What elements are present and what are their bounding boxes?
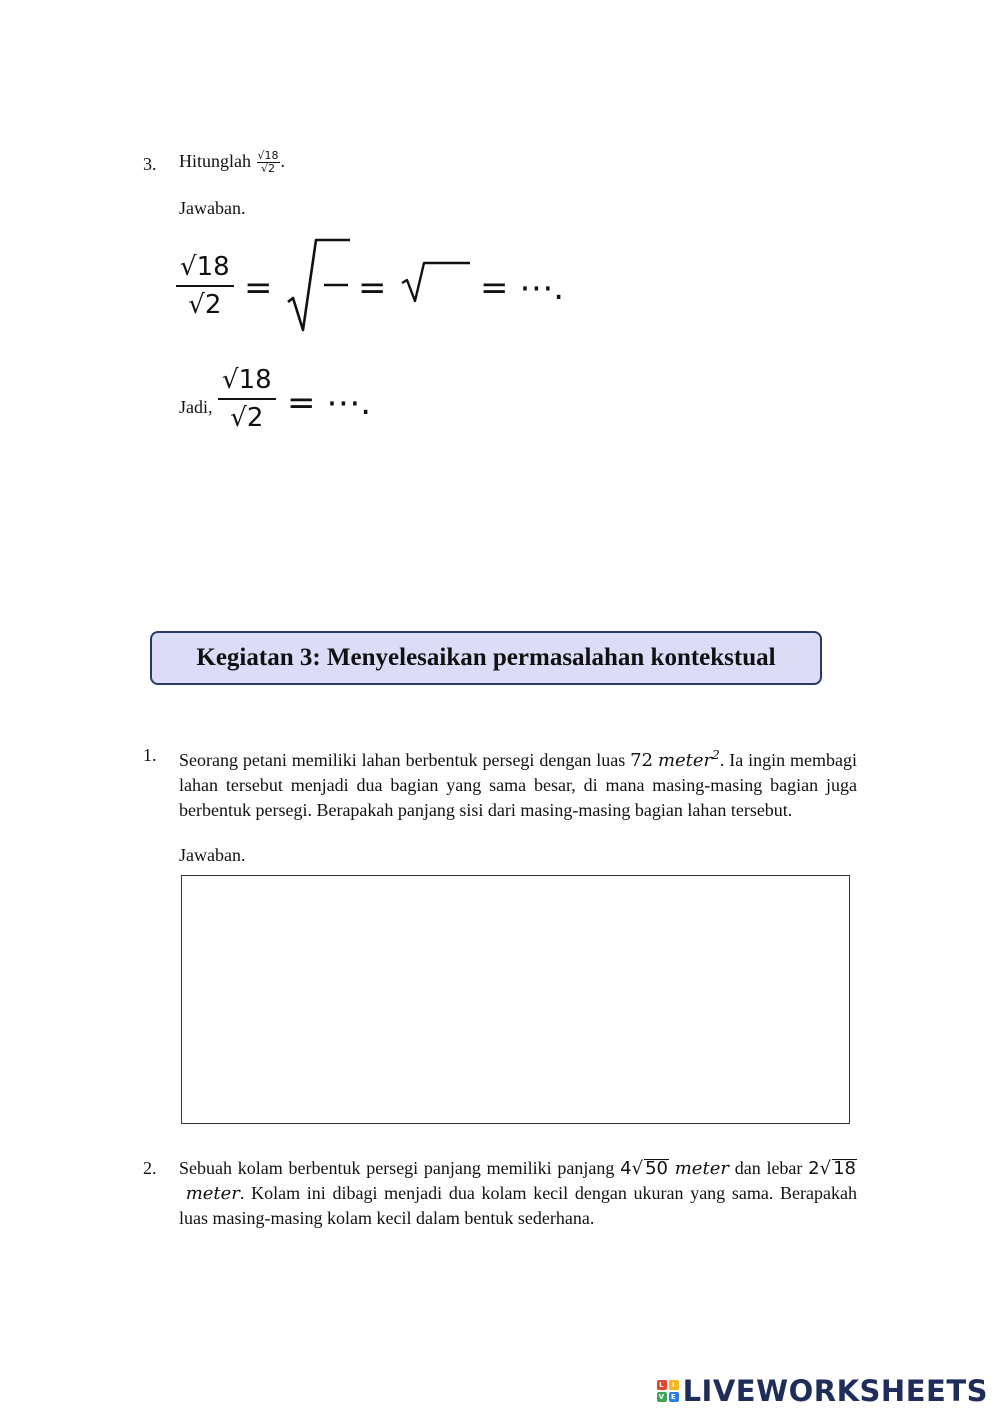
- logo-mark-letter: V: [657, 1392, 667, 1402]
- width-radicand: 18: [833, 1158, 857, 1179]
- equation-denominator: √2: [188, 290, 222, 320]
- problem-2-text: Sebuah kolam berbentuk persegi panjang memiliki panjang 4√ 50 meter dan lebar 2√ 18 meter. Kolam ini dibagi menjadi dua kolam kecil dengan ukuran yang sama. Berapakah luas masing-masing kolam kecil dalam bentuk sederhana.: [179, 1158, 858, 1228]
- width-unit: meter: [185, 1183, 240, 1204]
- length-unit: meter: [674, 1158, 729, 1179]
- logo-mark-letter: E: [669, 1392, 679, 1402]
- problem-1-number: 1.: [143, 745, 157, 765]
- liveworksheets-logo: [657, 1374, 988, 1408]
- area-exponent: 2: [712, 748, 720, 762]
- length-radicand: 50: [645, 1158, 668, 1179]
- question-3-number: 3.: [143, 154, 157, 174]
- logo-mark-letter: I: [669, 1380, 679, 1390]
- problem-2-text-a: Sebuah kolam berbentuk persegi panjang memiliki panjang: [179, 1158, 621, 1178]
- problem-2-text-b: dan lebar: [728, 1158, 809, 1178]
- question-3-answer-label: Jawaban.: [179, 198, 246, 218]
- problem-2-number: 2.: [143, 1158, 157, 1178]
- length-coefficient: 4: [620, 1158, 632, 1179]
- problem-1-answer-label: Jawaban.: [179, 845, 246, 865]
- equals-sign-2: =: [358, 268, 387, 308]
- problem-1-text-b: . Ia ingin membagi lahan tersebut menjadi dua bagian yang sama besar, di mana masing-masing bagian juga berbentuk persegi. Berapakah panjang sisi dari masing-masing bagian lahan tersebut.: [179, 750, 858, 820]
- jadi-fraction: [218, 364, 276, 434]
- question-3-prompt: [179, 149, 285, 175]
- problem-1-text-a: Seorang petani memiliki lahan berbentuk persegi dengan luas: [179, 750, 631, 770]
- jadi-equals-dots: = ⋯.: [287, 383, 372, 423]
- logo-text: LIVEWORKSHEETS: [682, 1374, 988, 1408]
- width-coefficient: 2: [808, 1158, 820, 1179]
- logo-mark-letter: L: [657, 1380, 667, 1390]
- equals-dots: = ⋯.: [480, 268, 565, 308]
- activity-title: Kegiatan 3: Menyelesaikan permasalahan kontekstual: [196, 644, 776, 671]
- small-radical-blank: [400, 255, 472, 305]
- question-3-prompt-text: Hitunglah: [179, 151, 251, 171]
- problem-1-text: [179, 743, 857, 823]
- area-unit: meter: [657, 750, 713, 771]
- activity-banner: [150, 631, 822, 685]
- large-radical-blank: [282, 234, 352, 334]
- fraction-numerator: √18: [257, 149, 279, 163]
- problem-2-text-c: . Kolam ini dibagi menjadi dua kolam kecil dengan ukuran yang sama. Berapakah luas masing-masing kolam kecil dalam bentuk sederhana.: [179, 1183, 858, 1228]
- equation-fraction: [176, 251, 234, 321]
- jadi-denominator: √2: [230, 403, 264, 433]
- problem-1-answer-box[interactable]: [181, 875, 850, 1124]
- jadi-label: Jadi,: [179, 397, 213, 417]
- area-value: 72: [630, 750, 654, 771]
- equation-numerator: √18: [176, 251, 234, 287]
- fraction-denominator: √2: [261, 162, 276, 176]
- logo-mark-icon: [657, 1380, 679, 1402]
- equals-sign-1: =: [244, 268, 273, 308]
- jadi-numerator: √18: [218, 364, 276, 400]
- question-3-period: .: [280, 151, 286, 171]
- question-3-fraction: [257, 150, 280, 175]
